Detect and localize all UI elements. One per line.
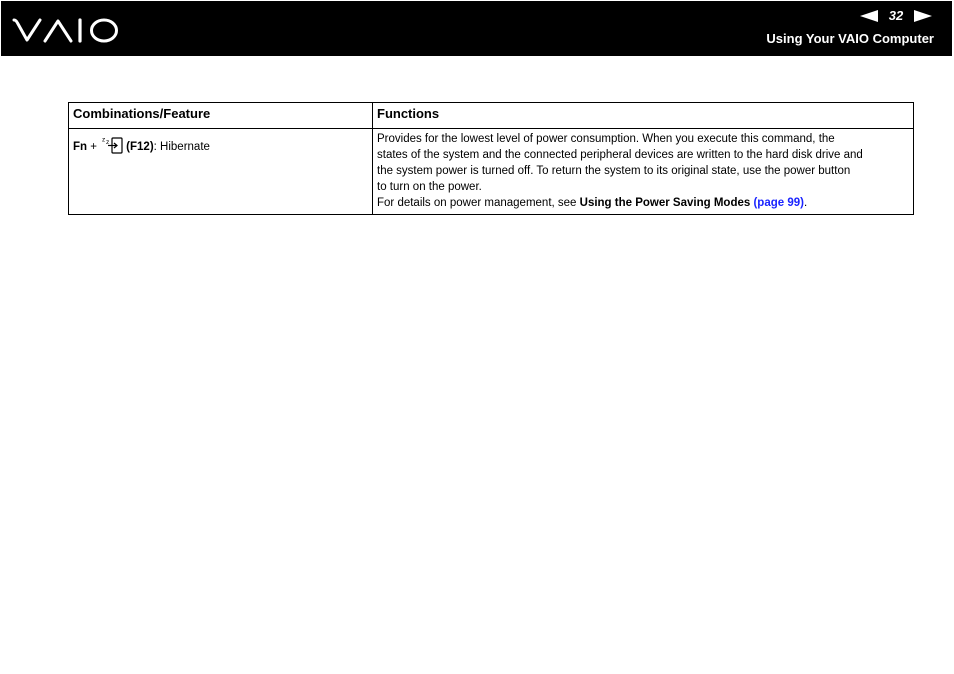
vaio-logo-icon xyxy=(12,15,122,45)
page-number: 32 xyxy=(888,8,904,23)
page-link[interactable]: (page 99) xyxy=(753,197,804,209)
table-row xyxy=(69,129,914,215)
section-title: Using Your VAIO Computer xyxy=(766,31,934,46)
arrow-right-icon[interactable] xyxy=(912,9,934,23)
plus-sign: + xyxy=(87,141,101,153)
description-line: states of the system and the connected peripheral devices are written to the hard disk drive and xyxy=(377,149,863,161)
description-line: Provides for the lowest level of power consumption. When you execute this command, the xyxy=(377,133,835,145)
f12-key-label: (F12) xyxy=(126,141,154,153)
combo-separator: : xyxy=(153,141,161,153)
description-line: to turn on the power. xyxy=(377,181,482,193)
page-header xyxy=(1,1,952,56)
feature-name: Hibernate xyxy=(160,141,210,153)
fn-key-label: Fn xyxy=(73,141,88,153)
feature-table xyxy=(68,102,914,215)
details-prefix: For details on power management, see xyxy=(377,197,580,209)
svg-text:z: z xyxy=(106,139,110,146)
details-suffix: . xyxy=(803,197,808,209)
column-header-functions: Functions xyxy=(373,103,914,129)
arrow-left-icon[interactable] xyxy=(858,9,880,23)
column-header-combinations: Combinations/Feature xyxy=(69,103,373,129)
hibernate-icon xyxy=(102,135,124,155)
page-navigation xyxy=(858,8,934,24)
combination-cell xyxy=(69,129,373,215)
svg-text:z: z xyxy=(102,136,106,144)
details-topic: Using the Power Saving Modes xyxy=(579,197,751,209)
function-description-cell xyxy=(373,129,914,215)
details-line xyxy=(377,195,909,211)
description-line: the system power is turned off. To return the system to its original state, use the power button xyxy=(377,165,851,177)
table-header-row xyxy=(69,103,914,129)
